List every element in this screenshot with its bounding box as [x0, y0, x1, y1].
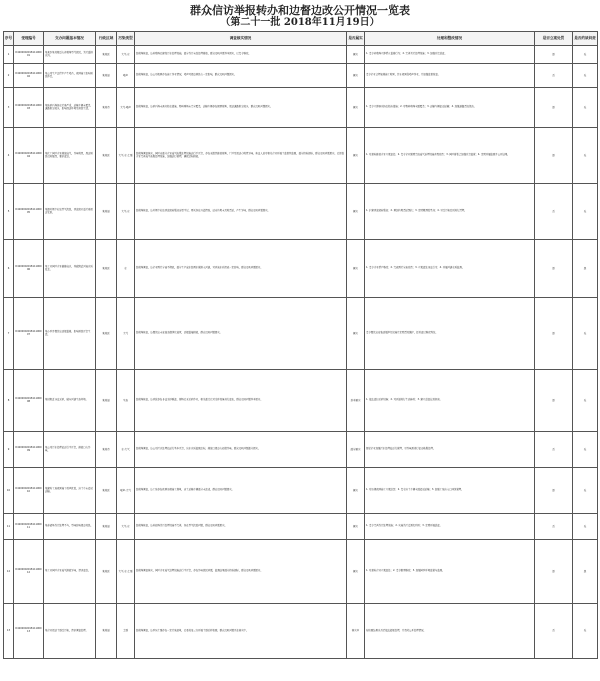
- row-investigation: 经现场调查，该企业雨污分流不彻底，部分生产废水经雨水管排入河道，对河流水质造成一定影响，群众反映问题属实。: [135, 240, 347, 298]
- row-accountability: 无: [573, 128, 598, 184]
- row-type: 大气: [117, 298, 135, 370]
- row-region: 某某县: [96, 64, 117, 88]
- row-region: 某某区: [96, 540, 117, 604]
- row-fact: 属实: [347, 514, 365, 540]
- row-handling: 1. 依法查扣采砂设备；2. 对河道进行生态修复；3. 建立巡查长效机制。: [365, 370, 535, 432]
- row-region: 某某区: [96, 298, 117, 370]
- row-no: 5: [4, 184, 14, 240]
- row-handling: 1. 对违规夜间施工立案处罚；2. 责令渣土车辆全部密闭运输；3. 加强工地出入口冲洗管理。: [365, 468, 535, 514]
- row-fact: 属实: [347, 240, 365, 298]
- complaints-table: [3, 31, 598, 659]
- row-type: 大气,水: [117, 184, 135, 240]
- row-type: 噪声: [117, 64, 135, 88]
- row-accountability: 无: [573, 370, 598, 432]
- row-summary: 某公司污水处理站运行不正常，排放口有异味。: [44, 432, 96, 468]
- row-handling: 1. 责令完善粪污处理设施；2. 实施粪污资源化利用；3. 定期开展巡查。: [365, 514, 535, 540]
- row-handling: 1. 责令企业停产整改；2. 完成雨污分流改造；3. 立案查处违法行为；4. 开展河道水质监测。: [365, 240, 535, 298]
- row-penalty: 否: [535, 432, 573, 468]
- row-region: 某某县: [96, 370, 117, 432]
- row-type: 生态: [117, 370, 135, 432]
- row-accountability: 无: [573, 514, 598, 540]
- row-no: 8: [4, 370, 14, 432]
- table-row: [4, 46, 598, 64]
- row-penalty: 否: [535, 184, 573, 240]
- row-handling: 责令餐饮店安装油烟净化设施并定期清洗维护，经复查已整改到位。: [365, 298, 535, 370]
- header-id: 受理编号: [14, 32, 44, 46]
- row-no: 3: [4, 88, 14, 128]
- row-type: 土壤: [117, 604, 135, 659]
- row-no: 7: [4, 298, 14, 370]
- row-fact: 属实: [347, 540, 365, 604]
- table-row: [4, 128, 598, 184]
- row-region: 某某县: [96, 514, 117, 540]
- row-summary: 某企业周边土壤受污染，请求调查处理。: [44, 604, 96, 659]
- row-penalty: 是: [535, 298, 573, 370]
- row-handling: 待检测结果出具后依法依规处理，并及时公开处理情况。: [365, 604, 535, 659]
- row-no: 13: [4, 604, 14, 659]
- row-id: D420000201811190005: [14, 184, 44, 240]
- row-investigation: 经现场核查，该公司夜间存在施工作业情况，噪声对周边居民有一定影响，群众反映问题属实。: [135, 64, 347, 88]
- row-no: 10: [4, 468, 14, 514]
- header-type: 污染类型: [117, 32, 135, 46]
- row-penalty: 是: [535, 540, 573, 604]
- row-summary: 某村附近非法采砂，破坏河道生态环境。: [44, 370, 96, 432]
- header-investigation: 调查核实情况: [135, 32, 347, 46]
- row-fact: 属实: [347, 298, 365, 370]
- page-subtitle: （第二十一批 2018年11月19日）: [220, 17, 380, 28]
- row-accountability: 是: [573, 540, 598, 604]
- row-type: 大气,水: [117, 46, 135, 64]
- row-accountability: 无: [573, 46, 598, 64]
- row-handling: 督促企业加强污水处理站运行管理，对异味源进行密闭收集处理。: [365, 432, 535, 468]
- row-region: 某某市: [96, 432, 117, 468]
- row-id: D420000201811190004: [14, 128, 44, 184]
- row-no: 11: [4, 514, 14, 540]
- table-row: [4, 514, 598, 540]
- header-accountability: 是否约谈问责: [573, 32, 598, 46]
- row-investigation: 经现场核查，该河段存在非法采砂痕迹，现场已无采砂作业，相关部门已对采砂设备进行查扣，群众反映问题基本属实。: [135, 370, 347, 432]
- row-summary: 某镇垃圾中转站臭气扰民，渗滤液外溢污染周边农田。: [44, 184, 96, 240]
- row-type: 大气,水,土壤: [117, 128, 135, 184]
- row-handling: 1. 扩建渗滤液收集池；2. 增加垃圾清运频次；3. 定期喷洒除臭剂；4. 对受污染农田进行清理。: [365, 184, 535, 240]
- row-region: 某某县: [96, 184, 117, 240]
- row-type: 水,大气: [117, 432, 135, 468]
- row-id: D420000201811190001: [14, 46, 44, 64]
- row-id: D420000201811190003: [14, 88, 44, 128]
- page-title: 群众信访举报转办和边督边改公开情况一览表: [190, 4, 410, 17]
- row-accountability: 无: [573, 184, 598, 240]
- row-fact: 属实: [347, 88, 365, 128]
- table-row: [4, 468, 598, 514]
- row-fact: 属实: [347, 128, 365, 184]
- row-penalty: 是: [535, 370, 573, 432]
- row-no: 12: [4, 540, 14, 604]
- header-region: 行政区域: [96, 32, 117, 46]
- table-row: [4, 604, 598, 659]
- row-id: D420000201811190002: [14, 64, 44, 88]
- row-no: 1: [4, 46, 14, 64]
- row-handling: 1. 对超标排放企业立案查处；2. 责令企业限期完成废气治理设施升级改造；3. 园区管委会加强日常监管；4. 定期开展监测并公开结果。: [365, 128, 535, 184]
- row-penalty: 否: [535, 64, 573, 88]
- row-region: 某某区: [96, 46, 117, 64]
- row-summary: 某公司生产过程中产生噪音，夜间施工影响居民休息。: [44, 64, 96, 88]
- row-type: 噪声,大气: [117, 468, 135, 514]
- row-fact: 属实: [347, 46, 365, 64]
- row-investigation: 经现场核查，该餐饮店未安装油烟净化装置，油烟直接排放，群众反映问题属实。: [135, 298, 347, 370]
- row-id: D420000201811190012: [14, 540, 44, 604]
- row-region: 某某区: [96, 468, 117, 514]
- header-fact: 是否属实: [347, 32, 365, 46]
- row-investigation: 经现场调查，该工地存在夜间违规施工现象，渣土运输车辆部分未密闭，群众反映问题属实。: [135, 468, 347, 514]
- row-investigation: 经现场调查核实，园区内部分企业废气收集处理设施运行不正常，存在无组织排放现象，厂区及周边有明显异味。执法人员对相关企业开展了监督性监测，部分指标超标，群众反映问题属实。已督促企业完善废气收集处理设施，加强运行管理，确保达标排放。: [135, 128, 347, 184]
- header-penalty: 是否立案处罚: [535, 32, 573, 46]
- row-fact: 属实: [347, 64, 365, 88]
- row-id: D420000201811190013: [14, 604, 44, 659]
- row-summary: 某工业园区企业偷排废水，导致附近河流水质变差。: [44, 240, 96, 298]
- row-accountability: 无: [573, 64, 598, 88]
- table-row: [4, 88, 598, 128]
- table-row: [4, 370, 598, 432]
- row-id: D420000201811190010: [14, 468, 44, 514]
- row-type: 水: [117, 240, 135, 298]
- row-fact: 属实: [347, 184, 365, 240]
- table-row: [4, 184, 598, 240]
- row-handling: 1. 责令养殖场立即停止直排行为；2. 完善粪污处理设施；3. 加强日常巡查。: [365, 46, 535, 64]
- row-summary: 某养猪场粪污处理不当，臭味影响周边村民。: [44, 514, 96, 540]
- row-investigation: 经现场核查，该养殖场已建设污水处理设施，部分粪污未经处理排放，群众反映问题基本属实，已责令整改。: [135, 46, 347, 64]
- row-summary: 某小区旁餐饮店油烟直排，影响居民正常生活。: [44, 298, 96, 370]
- row-investigation: 经现场调查核实，园区企业废气处理设施运行不正常，存在异味扰民问题，监测结果部分指标超标，群众反映问题属实。: [135, 540, 347, 604]
- row-handling: 1. 责令立即落实扬尘防治措施；2. 对物料堆场全面覆盖；3. 运输车辆密闭运输；4. 加强道路清扫保洁。: [365, 88, 535, 128]
- table-row: [4, 240, 598, 298]
- row-type: 大气,水,土壤: [117, 540, 135, 604]
- row-handling: 责令企业合理安排施工时间，禁止夜间高噪声作业，并加强监督检查。: [365, 64, 535, 88]
- row-id: D420000201811190009: [14, 432, 44, 468]
- header-no: 序号: [4, 32, 14, 46]
- row-id: D420000201811190008: [14, 370, 44, 432]
- row-fact: 属实: [347, 468, 365, 514]
- row-no: 9: [4, 432, 14, 468]
- row-penalty: 是: [535, 240, 573, 298]
- row-investigation: 经现场核查，该垃圾中转站渗滤液收集池容量不足，雨天存在外溢情况，站内垃圾未及时清运，产生异味，群众反映问题属实。: [135, 184, 347, 240]
- row-penalty: 是: [535, 468, 573, 514]
- row-fact: 基本属实: [347, 370, 365, 432]
- row-accountability: 无: [573, 604, 598, 659]
- row-investigation: 经现场调查，该公司污水处理站运行基本正常，出水水质监测达标，排放口周边有轻微异味，群众反映问题部分属实。: [135, 432, 347, 468]
- row-investigation: 经现场调查，该区域土壤存在一定污染迹象，已委托第三方开展土壤采样检测，群众反映问题正在核实中。: [135, 604, 347, 659]
- row-id: D420000201811190006: [14, 240, 44, 298]
- row-accountability: 无: [573, 468, 598, 514]
- row-no: 6: [4, 240, 14, 298]
- row-summary: 某建筑工地夜间施工噪声扰民，渣土车未密闭运输。: [44, 468, 96, 514]
- row-fact: 部分属实: [347, 432, 365, 468]
- row-accountability: 是: [573, 240, 598, 298]
- row-id: D420000201811190007: [14, 298, 44, 370]
- row-type: 大气,水: [117, 514, 135, 540]
- row-penalty: 是: [535, 128, 573, 184]
- header-handling: 处理和整改情况: [365, 32, 535, 46]
- row-no: 4: [4, 128, 14, 184]
- row-investigation: 经现场核查，该养猪场粪污处理设施不完善，存在臭气扰民问题，群众反映问题属实。: [135, 514, 347, 540]
- table-row: [4, 64, 598, 88]
- row-fact: 核实中: [347, 604, 365, 659]
- row-penalty: 否: [535, 604, 573, 659]
- row-accountability: 无: [573, 88, 598, 128]
- row-handling: 1. 对超标企业立案查处；2. 责令限期整改；3. 加强园区环境监管与监测。: [365, 540, 535, 604]
- row-accountability: 无: [573, 298, 598, 370]
- table-header-row: [4, 32, 598, 46]
- row-type: 大气,噪声: [117, 88, 135, 128]
- row-penalty: 是: [535, 88, 573, 128]
- row-summary: 某地砂石场扬尘污染严重，运输车辆未覆盖，道路积尘较多，影响周边环境及居民生活。: [44, 88, 96, 128]
- row-region: 某某县: [96, 604, 117, 659]
- row-investigation: 经现场核查，该砂石场未落实防尘措施，物料堆场未完全覆盖，运输车辆存在抛洒现象，周边道路积尘较多，群众反映问题属实。: [135, 88, 347, 128]
- row-no: 2: [4, 64, 14, 88]
- table-row: [4, 432, 598, 468]
- row-region: 某某区: [96, 128, 117, 184]
- table-row: [4, 540, 598, 604]
- table-body: [4, 46, 598, 659]
- table-row: [4, 298, 598, 370]
- row-penalty: 是: [535, 46, 573, 64]
- row-region: 某某区: [96, 240, 117, 298]
- row-id: D420000201811190011: [14, 514, 44, 540]
- row-summary: 某某乡某村附近有养殖场臭气扰民，粪污直排水沟。: [44, 46, 96, 64]
- row-summary: 某化工园区企业排放废气，异味明显，周边居民反映强烈，要求查处。: [44, 128, 96, 184]
- row-accountability: 无: [573, 432, 598, 468]
- row-region: 某某市: [96, 88, 117, 128]
- row-penalty: 否: [535, 514, 573, 540]
- header-summary: 交办问题基本情况: [44, 32, 96, 46]
- row-summary: 某工业园区企业废气排放异味，请求查处。: [44, 540, 96, 604]
